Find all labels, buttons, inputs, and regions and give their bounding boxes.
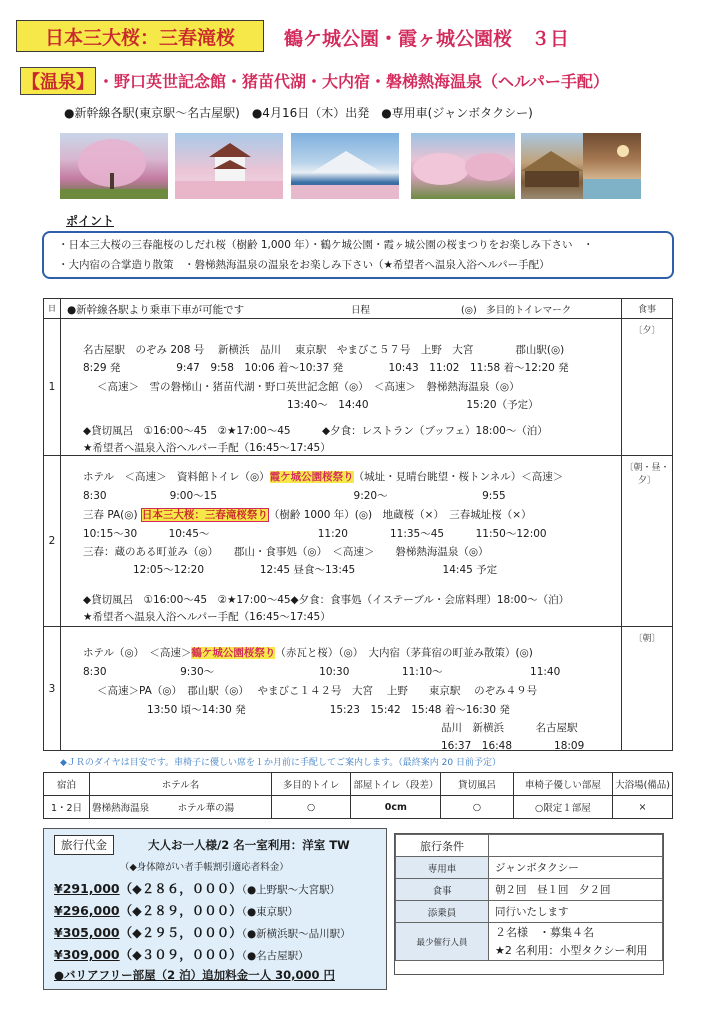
tour-subtitle: 鶴ケ城公園・霞ヶ城公園桜 ３日 <box>284 28 570 50</box>
miharu-takizakura-highlight: 日本三大桜：三春滝桜祭り <box>141 509 268 521</box>
cherry-tree-photo <box>60 133 168 199</box>
hotel-table <box>43 772 673 819</box>
header-meal: 食事 <box>622 299 673 319</box>
price-amount: ¥309,000 <box>54 947 120 962</box>
travel-conditions-table <box>395 834 663 961</box>
day1-line-6: ★希望者へ温泉入浴ヘルパー手配（16:45～17:45） <box>83 442 331 454</box>
travel-conditions-label: 旅行条件 <box>396 835 489 857</box>
price-box <box>43 828 387 990</box>
day-3-meal: 〔朝〕 <box>622 627 673 751</box>
day2-line-8: ★希望者へ温泉入浴ヘルパー手配（16:45～17:45） <box>83 611 331 623</box>
price-label: 旅行代金 <box>54 835 114 855</box>
hotel-wheelchair-room: ○限定１部屋 <box>513 796 612 819</box>
price-amount: ¥296,000 <box>54 903 120 918</box>
onsen-bath-photo <box>583 133 641 199</box>
schedule-day-1 <box>44 319 673 456</box>
hotel-room-toilet: 0cm <box>351 796 441 819</box>
header-day: 日 <box>44 299 61 319</box>
condition-value: ２名様 ・募集４名 <box>495 925 594 939</box>
day-1-meal: 〔夕〕 <box>622 319 673 456</box>
condition-key: 添乗員 <box>396 901 489 923</box>
hotel-stay-days: 1・2日 <box>44 796 90 819</box>
price-row <box>54 945 309 963</box>
destinations-line: ・野口英世記念館・猪苗代湖・大内宿・磐梯熱海温泉（ヘルパー手配） <box>98 72 609 91</box>
day3-line-2: 8:30 9:30～ 10:30 11:10～ 11:40 <box>83 666 561 678</box>
day2-line-3a: 三春 PA(◎) <box>83 509 138 521</box>
ouchijuku-village-photo <box>521 133 583 199</box>
day2-line-1a: ホテル ＜高速＞ 資料館トイレ（◎） <box>83 471 270 483</box>
day3-line-5: 品川 新横浜 名古屋駅 <box>441 722 578 734</box>
day3-line-1 <box>83 645 533 660</box>
price-station: （●新横浜駅～品川駅） <box>241 928 351 940</box>
day3-line-3: ＜高速＞PA（◎） 郡山駅（◎） やまびこ１４２号 大宮 上野 東京駅 のぞみ４９号 <box>97 685 538 697</box>
day2-line-1 <box>83 469 563 484</box>
day2-line-5: 三春：蔵のある町並み（◎） 郡山・食事処（◎） ＜高速＞ 磐梯熱海温泉（◎） <box>83 546 489 558</box>
kasumigajo-festival-highlight: 霞ケ城公園桜祭り <box>269 471 354 483</box>
condition-value: 朝２回 昼１回 夕２回 <box>489 879 663 901</box>
price-row <box>54 901 298 919</box>
price-amount: ¥291,000 <box>54 881 120 896</box>
header-itinerary <box>61 299 622 319</box>
tsurugajo-castle-photo <box>175 133 283 199</box>
day1-line-5: ◆貸切風呂 ①16:00～45 ②★17:00～45 ◆夕食：レストラン（ブッフェ）18:00～（泊） <box>83 425 548 437</box>
title-box <box>16 20 264 52</box>
day-3-itinerary <box>61 627 622 751</box>
jr-note: ◆ＪＲのダイヤは目安です。車椅子に優しい席を１か月前に手配してご案内します。（最終案内 20 日前予定） <box>60 758 501 768</box>
day1-line-1: 名古屋駅 のぞみ 208 号 新横浜 品川 東京駅 やまびこ５７号 上野 大宮 郡山駅(◎) <box>83 344 565 356</box>
day-2-itinerary <box>61 456 622 627</box>
conditions-line: ●新幹線各駅(東京駅～名古屋駅) ●4月16日（木）出発 ●専用車(ジャンボタクシー) <box>64 106 533 120</box>
day2-line-2: 8:30 9:00～15 9:20～ 9:55 <box>83 490 506 502</box>
condition-value: 同行いたします <box>489 901 663 923</box>
schedule-table <box>43 298 673 751</box>
point-line-2: ・大内宿の合掌造り散策 ・磐梯熱海温泉の温泉をお楽しみ下さい（★希望者へ温泉入浴ヘルパー手配） <box>58 259 550 271</box>
hotel-large-bath: × <box>613 796 673 819</box>
header-left-note: ●新幹線各駅より乗車下車が可能です <box>67 304 245 316</box>
price-amount: ¥305,000 <box>54 925 120 940</box>
points-box <box>42 231 674 279</box>
price-station: （●東京駅） <box>241 906 299 918</box>
day3-line-1a: ホテル（◎） ＜高速＞ <box>83 647 192 659</box>
day2-line-7: ◆貸切風呂 ①16:00～45 ②★17:00～45◆夕食：食事処（イステーブル・会席料理）18:00～（泊） <box>83 594 570 606</box>
price-station: （●上野駅～大宮駅） <box>241 884 341 896</box>
header-toilet-mark: (◎) 多目的トイレマーク <box>461 305 572 316</box>
price-discount: （◆２８６，０００） <box>119 881 242 896</box>
day3-line-1b: （赤瓦と桜）（◎） 大内宿（茅葺宿の町並み散策）(◎) <box>275 647 533 659</box>
hotel-row <box>44 796 673 819</box>
hotel-private-bath: ○ <box>441 796 513 819</box>
hotel-header-row <box>44 773 673 796</box>
onsen-tag-box <box>20 67 96 95</box>
barrier-free-note: ●バリアフリー部屋（2 泊）追加料金一人 30,000 円 <box>54 968 335 982</box>
day2-line-3b: （樹齢 1000 年）(◎) 地蔵桜（×） 三春城址桜（×） <box>268 509 532 521</box>
points-label: ポイント <box>66 214 115 228</box>
day3-line-4: 13:50 頃～14:30 発 15:23 15:42 15:48 着～16:30 発 <box>147 704 510 716</box>
day1-line-4: 13:40～ 14:40 15:20（予定） <box>287 399 539 411</box>
condition-value: ジャンボタクシー <box>489 857 663 879</box>
day-number: 3 <box>44 627 61 751</box>
header-itinerary-label: 日程 <box>351 305 371 316</box>
price-row <box>54 923 351 941</box>
lake-mountain-photo <box>291 133 399 199</box>
discount-note: （◆身体障がい者手帳割引適応者料金） <box>120 862 289 873</box>
tour-title: 日本三大桜：三春滝桜 <box>44 26 235 49</box>
day-1-itinerary <box>61 319 622 456</box>
day2-line-1b: （城址・見晴台眺望・桜トンネル）＜高速＞ <box>353 471 564 483</box>
hotel-header-toilet: 多目的トイレ <box>271 773 350 796</box>
price-station: （●名古屋駅） <box>241 950 309 962</box>
hotel-header-room-toilet: 部屋トイレ（段差） <box>351 773 441 796</box>
day3-line-6: 16:37 16:48 18:09 <box>441 740 585 752</box>
price-basis: 大人お一人様/2 名一室利用：洋室 TW <box>148 838 350 852</box>
schedule-day-3 <box>44 627 673 751</box>
travel-conditions-box <box>394 833 664 975</box>
hotel-header-name: ホテル名 <box>90 773 272 796</box>
day-number: 2 <box>44 456 61 627</box>
condition-extra: ★2 名利用：小型タクシー利用 <box>495 943 648 957</box>
price-discount: （◆３０９，０００） <box>119 947 242 962</box>
tsurugajo-festival-highlight: 鶴ケ城公園桜祭り <box>191 647 276 659</box>
hotel-header-large-bath: 大浴場(備品) <box>613 773 673 796</box>
onsen-tag: 【温泉】 <box>22 72 94 93</box>
price-row <box>54 879 340 897</box>
day-2-meal: 〔朝・昼・夕〕 <box>622 456 673 627</box>
price-discount: （◆２８９，０００） <box>119 903 242 918</box>
hotel-header-wheelchair-room: 車椅子優しい部屋 <box>513 773 612 796</box>
hotel-header-stay: 宿泊 <box>44 773 90 796</box>
schedule-day-2 <box>44 456 673 627</box>
condition-key: 食事 <box>396 879 489 901</box>
day1-line-3: ＜高速＞ 雪の磐梯山・猪苗代湖・野口英世記念館（◎） ＜高速＞ 磐梯熱海温泉（◎） <box>97 381 520 393</box>
condition-value-min-people <box>489 923 663 961</box>
condition-key: 最少催行人員 <box>396 923 489 961</box>
hotel-toilet: ○ <box>271 796 350 819</box>
hotel-header-private-bath: 貸切風呂 <box>441 773 513 796</box>
schedule-header-row <box>44 299 673 319</box>
day2-line-6: 12:05～12:20 12:45 昼食～13:45 14:45 予定 <box>133 564 498 576</box>
day2-line-3 <box>83 507 532 522</box>
day2-line-4: 10:15～30 10:45～ 11:20 11:35～45 11:50～12:00 <box>83 528 547 540</box>
cherry-hills-photo <box>411 133 515 199</box>
price-discount: （◆２９５，０００） <box>119 925 242 940</box>
point-line-1: ・日本三大桜の三春龍桜のしだれ桜（樹齢 1,000 年）・鶴ケ城公園・霞ヶ城公園の桜まつりをお楽しみ下さい ・ <box>58 239 594 251</box>
hotel-name: 磐梯熱海温泉 ホテル華の湯 <box>90 796 272 819</box>
day1-line-2: 8:29 発 9:47 9:58 10:06 着～10:37 発 10:43 11:02 11:58 着～12:20 発 <box>83 362 569 374</box>
day-number: 1 <box>44 319 61 456</box>
condition-key: 専用車 <box>396 857 489 879</box>
